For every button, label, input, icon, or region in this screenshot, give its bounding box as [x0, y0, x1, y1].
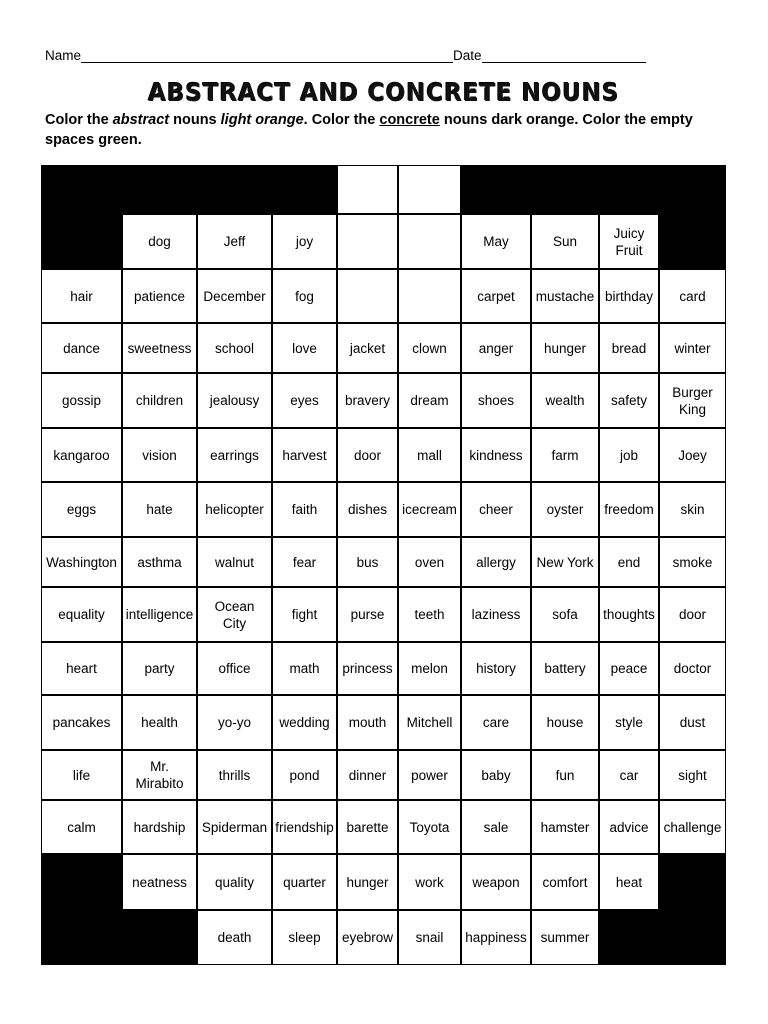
- name-label: Name: [45, 48, 82, 63]
- grid-cell[interactable]: patience: [123, 270, 196, 322]
- grid-cell[interactable]: shoes: [462, 374, 530, 427]
- grid-cell[interactable]: allergy: [462, 538, 530, 586]
- grid-cell[interactable]: fear: [273, 538, 336, 586]
- grid-cell[interactable]: clown: [399, 324, 460, 372]
- grid-cell[interactable]: teeth: [399, 588, 460, 641]
- grid-cell[interactable]: smoke: [660, 538, 725, 586]
- name-field[interactable]: [81, 48, 453, 63]
- grid-cell[interactable]: Mitchell: [399, 696, 460, 749]
- grid-cell[interactable]: calm: [42, 801, 121, 853]
- grid-cell[interactable]: thoughts: [600, 588, 658, 641]
- grid-cell[interactable]: dog: [123, 215, 196, 268]
- grid-cell[interactable]: quarter: [273, 855, 336, 909]
- noun-grid: [41, 165, 726, 965]
- grid-cell[interactable]: card: [660, 270, 725, 322]
- grid-cell[interactable]: kindness: [462, 429, 530, 481]
- grid-cell[interactable]: history: [462, 643, 530, 694]
- grid-cell[interactable]: equality: [42, 588, 121, 641]
- grid-cell[interactable]: harvest: [273, 429, 336, 481]
- instructions-light-orange: light orange: [220, 112, 304, 128]
- grid-cell[interactable]: mustache: [532, 270, 598, 322]
- grid-cell[interactable]: hate: [123, 483, 196, 536]
- grid-cell[interactable]: princess: [338, 643, 397, 694]
- instructions-text: Color the: [45, 112, 113, 128]
- grid-cell[interactable]: office: [198, 643, 271, 694]
- grid-cell[interactable]: dishes: [338, 483, 397, 536]
- grid-cell[interactable]: hunger: [532, 324, 598, 372]
- grid-cell[interactable]: dinner: [338, 751, 397, 799]
- grid-cell[interactable]: Sun: [532, 215, 598, 268]
- grid-cell[interactable]: gossip: [42, 374, 121, 427]
- grid-cell[interactable]: friendship: [273, 801, 336, 853]
- grid-cell[interactable]: mouth: [338, 696, 397, 749]
- grid-cell[interactable]: May: [462, 215, 530, 268]
- grid-cell[interactable]: car: [600, 751, 658, 799]
- grid-cell[interactable]: oven: [399, 538, 460, 586]
- grid-cell[interactable]: fun: [532, 751, 598, 799]
- grid-cell[interactable]: Joey: [660, 429, 725, 481]
- grid-cell[interactable]: eyes: [273, 374, 336, 427]
- grid-cell[interactable]: hardship: [123, 801, 196, 853]
- page-title: ABSTRACT AND CONCRETE NOUNS: [148, 78, 620, 107]
- grid-cell[interactable]: skin: [660, 483, 725, 536]
- grid-cell[interactable]: carpet: [462, 270, 530, 322]
- grid-cell[interactable]: intelligence: [123, 588, 196, 641]
- grid-cell[interactable]: winter: [660, 324, 725, 372]
- grid-cell[interactable]: oyster: [532, 483, 598, 536]
- grid-cell[interactable]: safety: [600, 374, 658, 427]
- grid-cell[interactable]: dance: [42, 324, 121, 372]
- grid-cell[interactable]: work: [399, 855, 460, 909]
- grid-cell[interactable]: [338, 215, 397, 268]
- grid-cell[interactable]: [338, 270, 397, 322]
- grid-cell[interactable]: end: [600, 538, 658, 586]
- grid-cell[interactable]: vision: [123, 429, 196, 481]
- grid-cell[interactable]: eyebrow: [338, 911, 397, 964]
- grid-cell[interactable]: thrills: [198, 751, 271, 799]
- grid-cell[interactable]: birthday: [600, 270, 658, 322]
- instructions-abstract: abstract: [112, 112, 170, 128]
- grid-cell[interactable]: jacket: [338, 324, 397, 372]
- instructions: [45, 110, 725, 150]
- grid-cell[interactable]: style: [600, 696, 658, 749]
- grid-cell[interactable]: anger: [462, 324, 530, 372]
- grid-cell[interactable]: heat: [600, 855, 658, 909]
- grid-cell[interactable]: life: [42, 751, 121, 799]
- grid-cell[interactable]: wealth: [532, 374, 598, 427]
- grid-cell[interactable]: [399, 166, 460, 213]
- grid-cell[interactable]: jealousy: [198, 374, 271, 427]
- grid-cell[interactable]: melon: [399, 643, 460, 694]
- instructions-concrete: concrete: [379, 112, 440, 128]
- instructions-text: nouns: [169, 112, 221, 128]
- grid-cell[interactable]: fight: [273, 588, 336, 641]
- date-field[interactable]: [482, 48, 646, 63]
- grid-cell[interactable]: Washington: [42, 538, 121, 586]
- grid-cell[interactable]: walnut: [198, 538, 271, 586]
- grid-cell[interactable]: bravery: [338, 374, 397, 427]
- grid-cell[interactable]: [399, 270, 460, 322]
- grid-cell[interactable]: advice: [600, 801, 658, 853]
- instructions-text: . Color the: [303, 112, 380, 128]
- grid-cell[interactable]: Toyota: [399, 801, 460, 853]
- grid-cell[interactable]: icecream: [399, 483, 460, 536]
- grid-cell[interactable]: December: [198, 270, 271, 322]
- grid-cell[interactable]: baby: [462, 751, 530, 799]
- grid-cell[interactable]: [338, 166, 397, 213]
- grid-cell[interactable]: health: [123, 696, 196, 749]
- grid-cell[interactable]: neatness: [123, 855, 196, 909]
- grid-cell[interactable]: sale: [462, 801, 530, 853]
- grid-cell[interactable]: Burger King: [660, 374, 725, 427]
- grid-cell[interactable]: death: [198, 911, 271, 964]
- instructions-text: nouns dark orange. Color the empty spaces green.: [45, 112, 693, 148]
- grid-cell[interactable]: peace: [600, 643, 658, 694]
- grid-cell[interactable]: comfort: [532, 855, 598, 909]
- grid-cell[interactable]: math: [273, 643, 336, 694]
- grid-cell[interactable]: snail: [399, 911, 460, 964]
- grid-cell[interactable]: bus: [338, 538, 397, 586]
- grid-cell[interactable]: cheer: [462, 483, 530, 536]
- grid-cell[interactable]: helicopter: [198, 483, 271, 536]
- grid-cell[interactable]: power: [399, 751, 460, 799]
- grid-cell[interactable]: sight: [660, 751, 725, 799]
- grid-cell[interactable]: house: [532, 696, 598, 749]
- grid-cell[interactable]: care: [462, 696, 530, 749]
- grid-cell[interactable]: hair: [42, 270, 121, 322]
- grid-cell[interactable]: sofa: [532, 588, 598, 641]
- header: [45, 48, 685, 63]
- grid-cell[interactable]: love: [273, 324, 336, 372]
- grid-cell[interactable]: door: [660, 588, 725, 641]
- grid-cell[interactable]: barette: [338, 801, 397, 853]
- grid-cell[interactable]: heart: [42, 643, 121, 694]
- grid-cell[interactable]: challenge: [660, 801, 725, 853]
- grid-cell[interactable]: Juicy Fruit: [600, 215, 658, 268]
- grid-cell[interactable]: yo-yo: [198, 696, 271, 749]
- grid-cell[interactable]: freedom: [600, 483, 658, 536]
- grid-cell[interactable]: pond: [273, 751, 336, 799]
- grid-cell[interactable]: dust: [660, 696, 725, 749]
- grid-cell[interactable]: wedding: [273, 696, 336, 749]
- grid-cell[interactable]: purse: [338, 588, 397, 641]
- grid-cell[interactable]: mall: [399, 429, 460, 481]
- grid-cell[interactable]: Mr. Mirabito: [123, 751, 196, 799]
- grid-cell[interactable]: faith: [273, 483, 336, 536]
- grid-cell[interactable]: bread: [600, 324, 658, 372]
- grid-cell[interactable]: happiness: [462, 911, 530, 964]
- grid-cell[interactable]: laziness: [462, 588, 530, 641]
- date-label: Date: [453, 48, 482, 63]
- grid-cell[interactable]: summer: [532, 911, 598, 964]
- grid-cell[interactable]: doctor: [660, 643, 725, 694]
- grid-cell[interactable]: door: [338, 429, 397, 481]
- grid-cell[interactable]: joy: [273, 215, 336, 268]
- grid-cell[interactable]: children: [123, 374, 196, 427]
- grid-cell[interactable]: school: [198, 324, 271, 372]
- grid-cell[interactable]: fog: [273, 270, 336, 322]
- grid-cell[interactable]: New York: [532, 538, 598, 586]
- grid-cell[interactable]: Spiderman: [198, 801, 271, 853]
- grid-cell[interactable]: Jeff: [198, 215, 271, 268]
- grid-cell[interactable]: battery: [532, 643, 598, 694]
- grid-cell[interactable]: sweetness: [123, 324, 196, 372]
- grid-cell[interactable]: job: [600, 429, 658, 481]
- grid-cell[interactable]: [399, 215, 460, 268]
- grid-cell[interactable]: farm: [532, 429, 598, 481]
- grid-cell[interactable]: party: [123, 643, 196, 694]
- grid-cell[interactable]: earrings: [198, 429, 271, 481]
- grid-cell[interactable]: asthma: [123, 538, 196, 586]
- grid-cell[interactable]: Ocean City: [198, 588, 271, 641]
- grid-cell[interactable]: sleep: [273, 911, 336, 964]
- grid-cell[interactable]: hunger: [338, 855, 397, 909]
- grid-cell[interactable]: dream: [399, 374, 460, 427]
- grid-cell[interactable]: pancakes: [42, 696, 121, 749]
- grid-cell[interactable]: eggs: [42, 483, 121, 536]
- grid-cell[interactable]: weapon: [462, 855, 530, 909]
- grid-cell[interactable]: hamster: [532, 801, 598, 853]
- grid-cell[interactable]: kangaroo: [42, 429, 121, 481]
- grid-cell[interactable]: quality: [198, 855, 271, 909]
